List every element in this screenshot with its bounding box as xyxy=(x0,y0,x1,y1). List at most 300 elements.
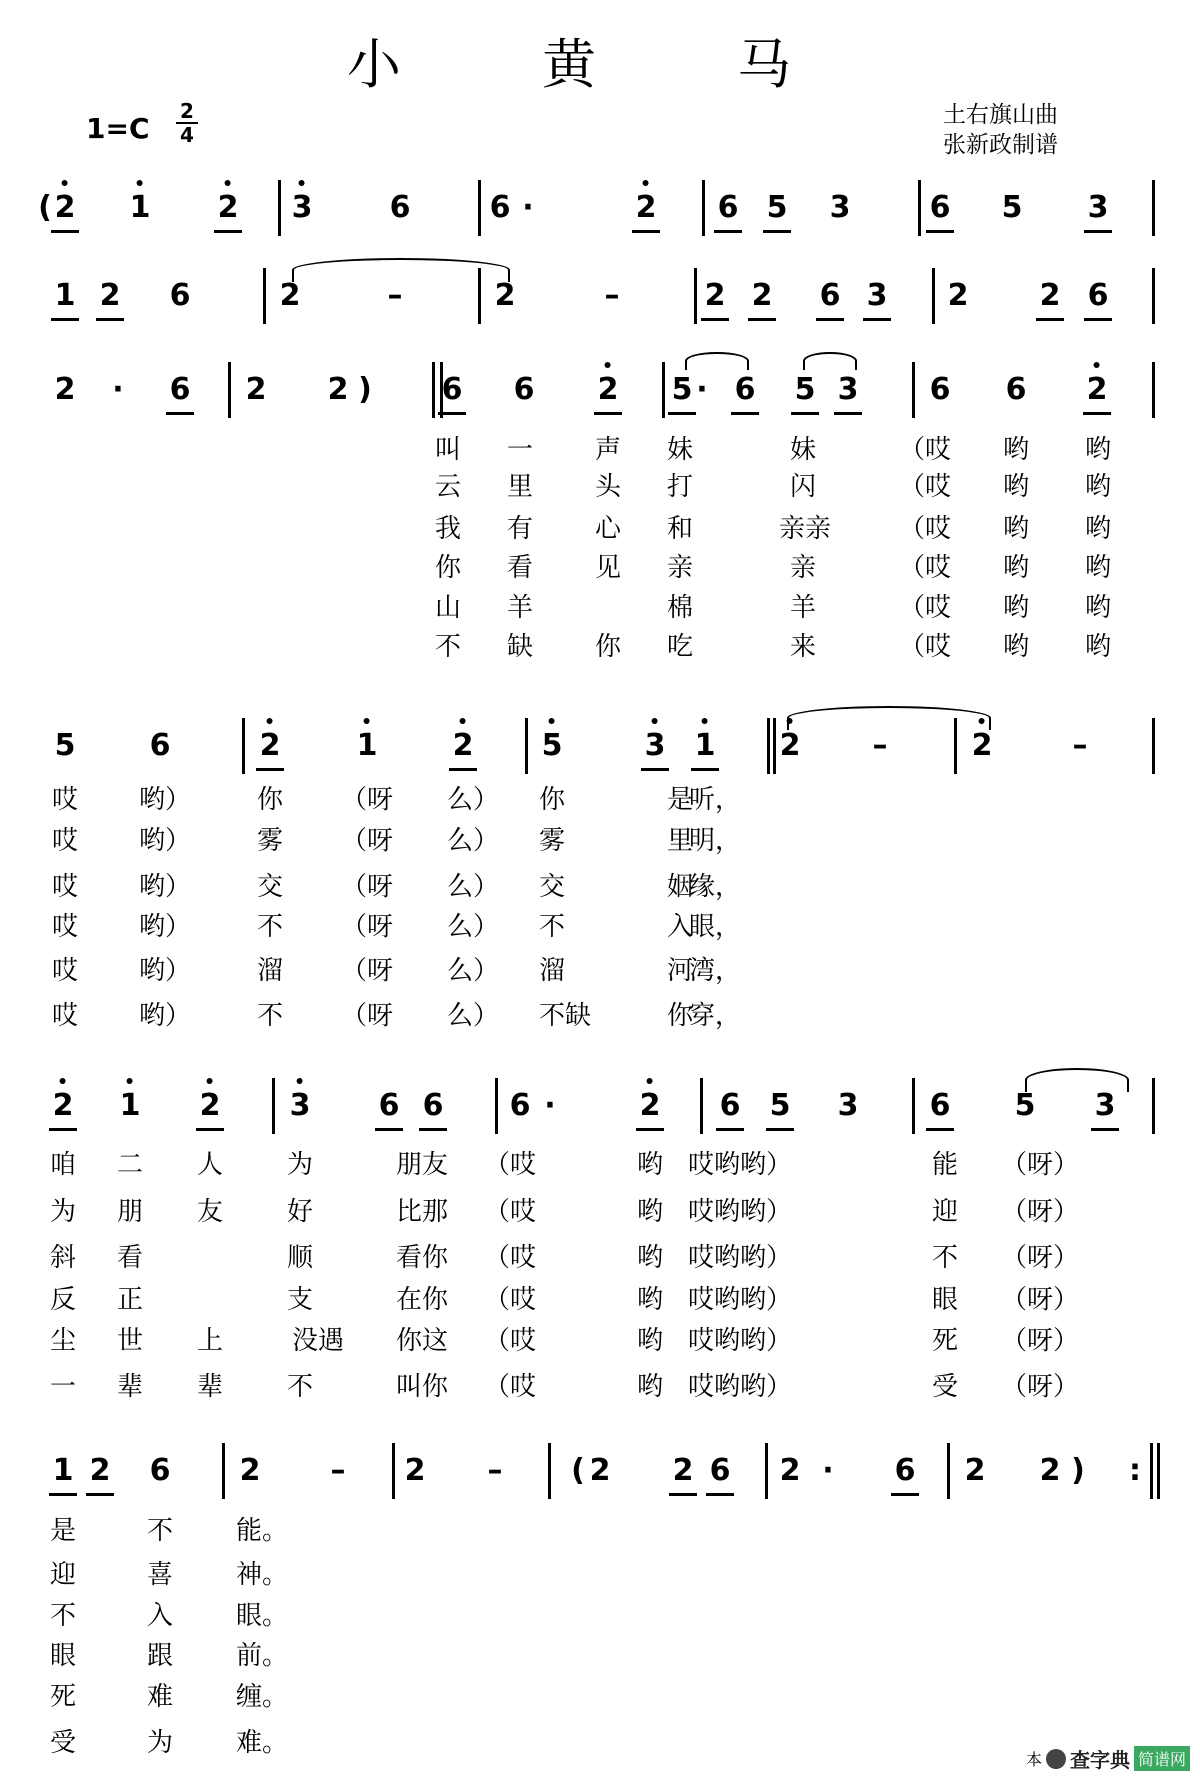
watermark-tag: 简谱网 xyxy=(1134,1746,1190,1771)
lyric-syllable: 死 xyxy=(49,1682,77,1712)
slur-arc xyxy=(1025,1068,1129,1092)
lyric-syllable: 哎哟哟） xyxy=(687,1285,793,1315)
eighth-underline xyxy=(438,412,466,415)
lyric-syllable: 哟） xyxy=(138,1001,192,1031)
lyric-syllable: 看 xyxy=(506,553,534,583)
lyric-syllable: 一 xyxy=(49,1372,77,1402)
lyric-syllable: 哟 xyxy=(1002,472,1030,502)
lyric-syllable: 亲 xyxy=(666,553,694,583)
dash: – xyxy=(387,278,403,313)
notation-symbol: ) xyxy=(1071,1453,1085,1488)
lyric-syllable: 声 xyxy=(594,435,622,465)
watermark-prefix: 本 xyxy=(1025,1750,1042,1769)
lyric-syllable: 不 xyxy=(256,1001,284,1031)
octave-dot xyxy=(60,1078,66,1084)
lyric-syllable: 雾 xyxy=(256,826,284,856)
eighth-underline xyxy=(1036,318,1064,321)
lyric-syllable: 不缺 xyxy=(538,1001,592,1031)
lyric-syllable: 朋 xyxy=(116,1197,144,1227)
note: 2 xyxy=(55,190,76,225)
octave-dot xyxy=(647,1078,653,1084)
lyric-syllable: 哟 xyxy=(1084,472,1112,502)
note: 3 xyxy=(1087,190,1109,225)
note: 2 xyxy=(99,278,121,313)
lyric-syllable: 打 xyxy=(666,472,694,502)
eighth-underline xyxy=(196,1128,224,1131)
lyric-syllable: 溜 xyxy=(538,956,566,986)
lyric-syllable: 你这 xyxy=(395,1326,449,1356)
eighth-underline xyxy=(449,768,477,771)
credit-transcriber: 张新政制谱 xyxy=(943,132,1058,158)
barline xyxy=(773,718,776,774)
note: 3 xyxy=(866,278,888,313)
lyric-syllable: 尘 xyxy=(49,1326,77,1356)
note: 2 xyxy=(218,190,239,225)
eighth-underline xyxy=(636,1128,664,1131)
lyric-syllable: 辈 xyxy=(116,1372,144,1402)
lyric-syllable: 不 xyxy=(538,912,566,942)
lyric-syllable: 哎哟哟） xyxy=(687,1197,793,1227)
lyric-syllable: 缠。 xyxy=(235,1682,289,1712)
lyric-syllable: 哟 xyxy=(1084,553,1112,583)
eighth-underline xyxy=(766,1128,794,1131)
mascot-icon xyxy=(1046,1749,1066,1769)
note: 5 xyxy=(542,728,563,763)
lyric-syllable: 山 xyxy=(434,593,462,623)
lyric-syllable: 眼。 xyxy=(235,1601,289,1631)
note: 6 xyxy=(378,1088,400,1123)
octave-dot xyxy=(127,1078,133,1084)
lyric-syllable: 羊 xyxy=(789,593,817,623)
lyric-syllable: 妹 xyxy=(789,435,817,465)
lyric-syllable: 哟 xyxy=(1084,593,1112,623)
lyric-syllable: 雾 xyxy=(538,826,566,856)
credits xyxy=(943,100,1058,160)
lyric-syllable: 斜 xyxy=(49,1243,77,1273)
octave-dot xyxy=(299,180,305,186)
note: 6 xyxy=(149,728,171,763)
note: 6 xyxy=(929,372,951,407)
watermark-site: 查字典 xyxy=(1069,1748,1130,1772)
eighth-underline xyxy=(763,230,791,233)
eighth-underline xyxy=(669,1493,697,1496)
eighth-underline xyxy=(214,230,242,233)
lyric-syllable: 里 xyxy=(666,826,694,856)
lyric-syllable: （哎 xyxy=(898,553,952,583)
lyric-syllable: 哟） xyxy=(138,912,192,942)
lyric-syllable: （哎 xyxy=(483,1150,537,1180)
lyric-syllable: 不 xyxy=(286,1372,314,1402)
lyric-syllable: （呀） xyxy=(1000,1150,1080,1180)
lyric-syllable: 哎 xyxy=(51,785,79,815)
lyric-syllable: 哟 xyxy=(1084,514,1112,544)
barline xyxy=(702,180,705,236)
note: 5 xyxy=(1014,1088,1036,1123)
note: 6 xyxy=(513,372,535,407)
barline xyxy=(495,1078,498,1134)
lyric-syllable: 哟） xyxy=(138,872,192,902)
lyric-syllable: 么） xyxy=(446,872,500,902)
lyric-syllable: 哟 xyxy=(636,1243,664,1273)
note: 1 xyxy=(130,190,151,225)
lyric-syllable: 你 xyxy=(434,553,462,583)
note: 2 xyxy=(779,1453,801,1488)
lyric-syllable: （呀） xyxy=(1000,1285,1080,1315)
lyric-syllable: 你 xyxy=(538,785,566,815)
lyric-syllable: 不 xyxy=(256,912,284,942)
lyric-syllable: 喜 xyxy=(146,1560,174,1590)
lyric-syllable: 缘， xyxy=(688,872,742,902)
octave-dot xyxy=(297,1078,303,1084)
lyric-syllable: 难。 xyxy=(235,1728,289,1758)
slur-arc xyxy=(803,352,857,370)
lyric-syllable: 哟 xyxy=(1084,435,1112,465)
lyric-syllable: 哎哟哟） xyxy=(687,1243,793,1273)
lyric-syllable: 哟 xyxy=(1002,553,1030,583)
note: 2 xyxy=(964,1453,986,1488)
note: 3 xyxy=(290,1088,311,1123)
time-signature xyxy=(176,100,198,146)
meter-bottom: 4 xyxy=(180,123,194,147)
note: 3 xyxy=(837,1088,859,1123)
barline xyxy=(767,718,770,774)
dash: – xyxy=(1072,728,1088,763)
lyric-syllable: 么） xyxy=(446,956,500,986)
lyric-syllable: 亲 xyxy=(789,553,817,583)
lyric-syllable: 么） xyxy=(446,785,500,815)
lyric-syllable: 交 xyxy=(256,872,284,902)
lyric-syllable: 上 xyxy=(196,1326,224,1356)
eighth-underline xyxy=(748,318,776,321)
note: 2 xyxy=(1039,278,1061,313)
lyric-syllable: 在你 xyxy=(395,1285,449,1315)
note: 2 xyxy=(89,1453,111,1488)
lyric-syllable: （哎 xyxy=(483,1372,537,1402)
eighth-underline xyxy=(632,230,660,233)
barline xyxy=(947,1443,950,1499)
note: 6 xyxy=(489,190,511,225)
eighth-underline xyxy=(926,1128,954,1131)
note: 5 xyxy=(1001,190,1023,225)
lyric-syllable: 河 xyxy=(666,956,694,986)
lyric-syllable: 羊 xyxy=(506,593,534,623)
octave-dot xyxy=(652,718,658,724)
lyric-syllable: （哎 xyxy=(483,1197,537,1227)
watermark xyxy=(1026,1744,1190,1773)
barline xyxy=(242,718,245,774)
eighth-underline xyxy=(834,412,862,415)
note: 6 xyxy=(717,190,739,225)
octave-dot xyxy=(62,180,68,186)
note: 1 xyxy=(695,728,716,763)
note: 5 xyxy=(671,372,693,407)
lyric-syllable: 不 xyxy=(146,1516,174,1546)
lyric-syllable: 么） xyxy=(446,1001,500,1031)
key-signature: 1=C xyxy=(86,112,150,145)
lyric-syllable: 哟 xyxy=(636,1372,664,1402)
barline xyxy=(478,180,481,236)
lyric-syllable: 是 xyxy=(666,785,694,815)
notation-symbol: ) xyxy=(358,372,372,407)
lyric-syllable: （呀） xyxy=(1000,1243,1080,1273)
eighth-underline xyxy=(791,412,819,415)
note: 6 xyxy=(1005,372,1027,407)
eighth-underline xyxy=(51,318,79,321)
lyric-syllable: 跟 xyxy=(146,1641,174,1671)
eighth-underline xyxy=(1084,230,1112,233)
barline xyxy=(932,268,935,324)
lyric-syllable: 叫 xyxy=(434,435,462,465)
lyric-syllable: （哎 xyxy=(483,1326,537,1356)
octave-dot xyxy=(364,718,370,724)
meter-top: 2 xyxy=(180,99,194,123)
lyric-syllable: 云 xyxy=(434,472,462,502)
lyric-syllable: 我 xyxy=(434,514,462,544)
barline xyxy=(1152,1078,1155,1134)
lyric-syllable: 哟） xyxy=(138,785,192,815)
lyric-syllable: 哎哟哟） xyxy=(687,1372,793,1402)
note: 2 xyxy=(640,1088,661,1123)
note: 1 xyxy=(357,728,378,763)
lyric-syllable: 二 xyxy=(116,1150,144,1180)
note: 2 xyxy=(947,278,969,313)
barline xyxy=(1152,180,1155,236)
dash: – xyxy=(330,1453,346,1488)
lyric-syllable: （呀 xyxy=(340,826,394,856)
barline xyxy=(525,718,528,774)
eighth-underline xyxy=(49,1493,77,1496)
lyric-syllable: 哟 xyxy=(636,1150,664,1180)
lyric-syllable: 哟 xyxy=(636,1285,664,1315)
note: 6 xyxy=(389,190,411,225)
notation-symbol: ( xyxy=(38,190,52,225)
lyric-syllable: 不 xyxy=(49,1601,77,1631)
barline xyxy=(228,362,231,418)
lyric-syllable: 死 xyxy=(931,1326,959,1356)
note: 6 xyxy=(169,278,191,313)
lyric-syllable: 哎 xyxy=(51,912,79,942)
note: 2 xyxy=(279,278,301,313)
barline xyxy=(1152,362,1155,418)
barline xyxy=(1150,1443,1153,1499)
note: 3 xyxy=(837,372,859,407)
eighth-underline xyxy=(594,412,622,415)
barline xyxy=(1152,718,1155,774)
barline xyxy=(662,362,665,418)
lyric-syllable: 哟 xyxy=(1002,435,1030,465)
eighth-underline xyxy=(816,318,844,321)
note: 6 xyxy=(149,1453,171,1488)
lyric-syllable: 反 xyxy=(49,1285,77,1315)
lyric-syllable: 友 xyxy=(196,1197,224,1227)
barline xyxy=(222,1443,225,1499)
barline xyxy=(694,268,697,324)
barline xyxy=(548,1443,551,1499)
barline xyxy=(272,1078,275,1134)
eighth-underline xyxy=(1083,412,1111,415)
note: 2 xyxy=(239,1453,261,1488)
eighth-underline xyxy=(1091,1128,1119,1131)
eighth-underline xyxy=(641,768,669,771)
lyric-syllable: 迎 xyxy=(931,1197,959,1227)
lyric-syllable: 正 xyxy=(116,1285,144,1315)
barline xyxy=(912,1078,915,1134)
lyric-syllable: （呀 xyxy=(340,956,394,986)
lyric-syllable: 哎哟哟） xyxy=(687,1326,793,1356)
notation-symbol: · xyxy=(112,372,124,407)
note: 2 xyxy=(598,372,619,407)
lyric-syllable: 为 xyxy=(146,1728,174,1758)
note: 3 xyxy=(645,728,666,763)
lyric-syllable: 受 xyxy=(931,1372,959,1402)
tie-arc xyxy=(787,706,991,730)
lyric-syllable: 顺 xyxy=(286,1243,314,1273)
eighth-underline xyxy=(256,768,284,771)
note: 6 xyxy=(719,1088,741,1123)
octave-dot xyxy=(267,718,273,724)
dash: – xyxy=(487,1453,503,1488)
note: 5 xyxy=(766,190,788,225)
lyric-syllable: 吃 xyxy=(666,632,694,662)
notation-symbol: · xyxy=(696,372,708,407)
note: 6 xyxy=(441,372,463,407)
eighth-underline xyxy=(706,1493,734,1496)
lyric-syllable: （哎 xyxy=(483,1285,537,1315)
barline xyxy=(1157,1443,1160,1499)
note: 3 xyxy=(1094,1088,1116,1123)
note: 6 xyxy=(1087,278,1109,313)
notation-symbol: · xyxy=(522,190,534,225)
lyric-syllable: （哎 xyxy=(898,593,952,623)
note: 6 xyxy=(422,1088,444,1123)
lyric-syllable: 哎哟哟） xyxy=(687,1150,793,1180)
lyric-syllable: （呀） xyxy=(1000,1326,1080,1356)
lyric-syllable: （哎 xyxy=(898,514,952,544)
barline xyxy=(700,1078,703,1134)
lyric-syllable: 看 xyxy=(116,1243,144,1273)
notation-symbol: · xyxy=(822,1453,834,1488)
eighth-underline xyxy=(86,1493,114,1496)
lyric-syllable: 和 xyxy=(666,514,694,544)
lyric-syllable: 能。 xyxy=(235,1516,289,1546)
eighth-underline xyxy=(714,230,742,233)
lyric-syllable: （呀 xyxy=(340,785,394,815)
octave-dot xyxy=(225,180,231,186)
octave-dot xyxy=(460,718,466,724)
octave-dot xyxy=(549,718,555,724)
dash: – xyxy=(872,728,888,763)
lyric-syllable: 哟 xyxy=(1002,632,1030,662)
lyric-syllable: （呀） xyxy=(1000,1197,1080,1227)
notation-symbol: · xyxy=(544,1088,556,1123)
lyric-syllable: 心 xyxy=(594,514,622,544)
lyric-syllable: 你 xyxy=(256,785,284,815)
credit-origin: 土右旗山曲 xyxy=(943,102,1058,128)
lyric-syllable: 迎 xyxy=(49,1560,77,1590)
octave-dot xyxy=(207,1078,213,1084)
lyric-syllable: （哎 xyxy=(898,435,952,465)
note: 1 xyxy=(52,1453,74,1488)
eighth-underline xyxy=(926,230,954,233)
note: 2 xyxy=(245,372,267,407)
note: 2 xyxy=(1039,1453,1061,1488)
note: 2 xyxy=(260,728,281,763)
note: 3 xyxy=(292,190,313,225)
eighth-underline xyxy=(731,412,759,415)
barline xyxy=(1152,268,1155,324)
note: 2 xyxy=(1087,372,1108,407)
note: 2 xyxy=(53,1088,74,1123)
barline xyxy=(263,268,266,324)
note: 2 xyxy=(972,728,993,763)
lyric-syllable: 入 xyxy=(666,912,694,942)
lyric-syllable: 么） xyxy=(446,826,500,856)
note: 5 xyxy=(794,372,816,407)
dash: – xyxy=(604,278,620,313)
lyric-syllable: 不 xyxy=(434,632,462,662)
lyric-syllable: 是 xyxy=(49,1516,77,1546)
lyric-syllable: 能 xyxy=(931,1150,959,1180)
note: 3 xyxy=(829,190,851,225)
barline xyxy=(278,180,281,236)
lyric-syllable: 前。 xyxy=(235,1641,289,1671)
lyric-syllable: 姻 xyxy=(666,872,694,902)
lyric-syllable: 比那 xyxy=(395,1197,449,1227)
lyric-syllable: 闪 xyxy=(789,472,817,502)
octave-dot xyxy=(643,180,649,186)
lyric-syllable: 为 xyxy=(49,1197,77,1227)
note: 5 xyxy=(769,1088,791,1123)
lyric-syllable: （呀 xyxy=(340,912,394,942)
tie-arc xyxy=(292,258,510,282)
lyric-syllable: 不 xyxy=(931,1243,959,1273)
lyric-syllable: （呀 xyxy=(340,1001,394,1031)
note: 2 xyxy=(780,728,801,763)
lyric-syllable: 眼， xyxy=(688,912,742,942)
eighth-underline xyxy=(891,1493,919,1496)
eighth-underline xyxy=(691,768,719,771)
lyric-syllable: 支 xyxy=(286,1285,314,1315)
note: 2 xyxy=(672,1453,694,1488)
lyric-syllable: 好 xyxy=(286,1197,314,1227)
notation-symbol: ( xyxy=(571,1453,585,1488)
lyric-syllable: 朋友 xyxy=(395,1150,449,1180)
lyric-syllable: 有 xyxy=(506,514,534,544)
barline xyxy=(912,362,915,418)
lyric-syllable: 溜 xyxy=(256,956,284,986)
lyric-syllable: 咱 xyxy=(49,1150,77,1180)
eighth-underline xyxy=(863,318,891,321)
lyric-syllable: 妹 xyxy=(666,435,694,465)
lyric-syllable: 眼 xyxy=(931,1285,959,1315)
eighth-underline xyxy=(1084,318,1112,321)
note: 6 xyxy=(169,372,191,407)
lyric-syllable: 受 xyxy=(49,1728,77,1758)
lyric-syllable: 一 xyxy=(506,435,534,465)
eighth-underline xyxy=(166,412,194,415)
eighth-underline xyxy=(375,1128,403,1131)
notation-symbol: : xyxy=(1129,1453,1141,1488)
barline xyxy=(765,1443,768,1499)
lyric-syllable: 穿， xyxy=(688,1001,742,1031)
lyric-syllable: 你 xyxy=(594,632,622,662)
note: 1 xyxy=(54,278,76,313)
lyric-syllable: （哎 xyxy=(898,632,952,662)
lyric-syllable: 哟 xyxy=(636,1197,664,1227)
slur-arc xyxy=(685,352,749,370)
lyric-syllable: 听， xyxy=(688,785,742,815)
eighth-underline xyxy=(701,318,729,321)
